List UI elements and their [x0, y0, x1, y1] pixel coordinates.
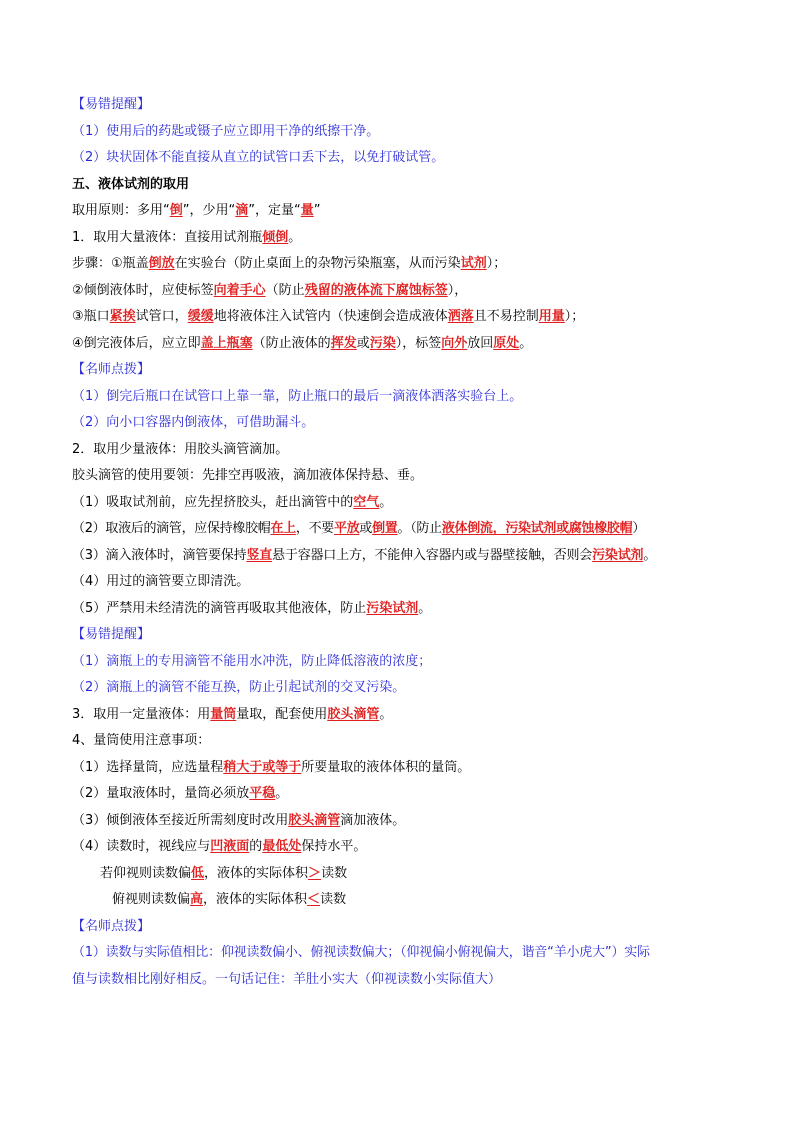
- tip-teacher-1-item-2: （2）向小口容器内倒液体，可借助漏斗。: [72, 415, 315, 430]
- dropper-rule-3: （3）滴入液体时，滴管要保持竖直悬于容器口上方，不能伸入容器内或与器壁接触，否则会污染试剂。: [72, 547, 657, 563]
- dropper-rule-2: （2）取液后的滴管，应保持橡胶帽在上，不要平放或倒置。（防止液体倒流，污染试剂或腐蚀橡胶帽）: [72, 521, 646, 536]
- tip-header-mistake-1: 【易错提醒】: [72, 97, 151, 112]
- answer: 倒放: [148, 256, 175, 271]
- item-cylinder-notes: 4、量筒使用注意事项：: [72, 733, 211, 748]
- answer: 高: [190, 892, 204, 907]
- answer: 平放: [334, 521, 360, 536]
- answer: 残留的液体流下腐蚀标签: [304, 282, 448, 298]
- step-4: ④倒完液体后，应立即盖上瓶塞（防止液体的挥发或污染），标签向外放回原处。: [72, 335, 533, 351]
- tip-mistake-2-item-1: （1）滴瓶上的专用滴管不能用水冲洗，防止降低溶液的浓度；: [72, 653, 432, 669]
- answer: ＞: [308, 865, 322, 881]
- answer: 缓缓: [187, 309, 214, 324]
- tip-header-teacher-2: 【名师点拨】: [72, 918, 151, 934]
- step-3: ③瓶口紧挨试管口，缓缓地将液体注入试管内（快速倒会造成液体洒落且不易控制用量）；: [72, 309, 585, 324]
- principle-line: 取用原则：多用“倒”，少用“滴”，定量“量”: [72, 203, 321, 218]
- answer: 倾倒: [262, 229, 289, 245]
- answer: 紧挨: [109, 309, 136, 324]
- answer: 试剂: [460, 256, 487, 271]
- answer: 污染: [369, 335, 396, 351]
- answer: 液体倒流，污染试剂或腐蚀橡胶帽: [441, 521, 633, 536]
- answer: 胶头滴管: [288, 812, 341, 828]
- tip-teacher-2-line-1: （1）读数与实际值相比：仰视读数偏小、俯视读数偏大；（仰视偏小俯视偏大，谐音“羊小虎大”）实际: [72, 945, 650, 960]
- answer: 量: [300, 203, 314, 218]
- item-large-volume: 1．取用大量液体：直接用试剂瓶倾倒。: [72, 229, 302, 245]
- answer: ＜: [307, 892, 321, 907]
- tip-header-teacher-1: 【名师点拨】: [72, 362, 151, 377]
- answer: 向外: [441, 335, 468, 351]
- answer: 倒: [169, 203, 183, 218]
- cylinder-rule-3: （3）倾倒液体至接近所需刻度时改用胶头滴管滴加液体。: [72, 812, 406, 828]
- dropper-rule-5: （5）严禁用未经清洗的滴管再吸取其他液体，防止污染试剂。: [72, 600, 432, 616]
- answer: 最低处: [262, 839, 302, 854]
- answer: 污染试剂: [366, 600, 419, 616]
- answer: 量筒: [210, 706, 237, 722]
- answer: 胶头滴管: [327, 706, 380, 722]
- answer: 平稳: [249, 786, 276, 801]
- tip-teacher-2-line-2: 值与读数相比刚好相反。一句话记住：羊肚小实大（仰视读数小实际值大）: [72, 971, 502, 987]
- item-fixed-volume: 3．取用一定量液体：用量筒量取，配套使用胶头滴管。: [72, 706, 393, 722]
- answer: 稍大于或等于: [223, 759, 302, 775]
- answer: 盖上瓶塞: [200, 335, 253, 351]
- document-content: [72, 92, 732, 993]
- answer: 污染试剂: [592, 547, 644, 563]
- dropper-rule-1: （1）吸取试剂前，应先捏挤胶头，赶出滴管中的空气。: [72, 494, 393, 510]
- tip-mistake-2-item-2: （2）滴瓶上的滴管不能互换，防止引起试剂的交叉污染。: [72, 680, 406, 695]
- tip-teacher-1-item-1: （1）倒完后瓶口在试管口上靠一靠，防止瓶口的最后一滴液体洒落实验台上。: [72, 388, 523, 404]
- answer: 原处: [493, 335, 520, 351]
- cylinder-rule-2: （2）量取液体时，量筒必须放平稳。: [72, 786, 289, 801]
- answer: 挥发: [330, 335, 357, 351]
- tip-header-mistake-2: 【易错提醒】: [72, 627, 151, 642]
- answer: 凹液面: [210, 839, 250, 854]
- answer: 向着手心: [213, 282, 266, 298]
- dropper-rule-4: （4）用过的滴管要立即清洗。: [72, 574, 250, 589]
- cylinder-rule-1: （1）选择量筒，应选量程稍大于或等于所要量取的液体体积的量筒。: [72, 759, 471, 775]
- reading-look-up: 若仰视则读数偏低，液体的实际体积＞读数: [100, 865, 348, 881]
- reading-look-down: 俯视则读数偏高，液体的实际体积＜读数: [112, 892, 347, 907]
- step-1: 步骤：①瓶盖倒放在实验台（防止桌面上的杂物污染瓶塞，从而污染试剂）；: [72, 256, 507, 271]
- cylinder-rule-4: （4）读数时，视线应与凹液面的最低处保持水平。: [72, 839, 367, 854]
- answer: 倒置: [372, 521, 398, 536]
- section-title: 五、液体试剂的取用: [72, 176, 190, 192]
- answer: 竖直: [246, 547, 273, 563]
- answer: 低: [191, 865, 205, 881]
- answer: 在上: [270, 521, 296, 536]
- dropper-rules: 胶头滴管的使用要领：先排空再吸液，滴加液体保持悬、垂。: [72, 468, 424, 483]
- step-2: ②倾倒液体时，应使标签向着手心（防止残留的液体流下腐蚀标签），: [72, 282, 468, 298]
- answer: 空气: [353, 494, 380, 510]
- answer: 用量: [538, 309, 565, 324]
- tip-mistake-1-item-1: （1）使用后的药匙或镊子应立即用干净的纸擦干净。: [72, 123, 380, 139]
- answer: 滴: [235, 203, 249, 218]
- tip-mistake-1-item-2: （2）块状固体不能直接从直立的试管口丢下去，以免打破试管。: [72, 150, 445, 165]
- answer: 洒落: [447, 309, 474, 324]
- item-small-volume: 2．取用少量液体：用胶头滴管滴加。: [72, 441, 289, 457]
